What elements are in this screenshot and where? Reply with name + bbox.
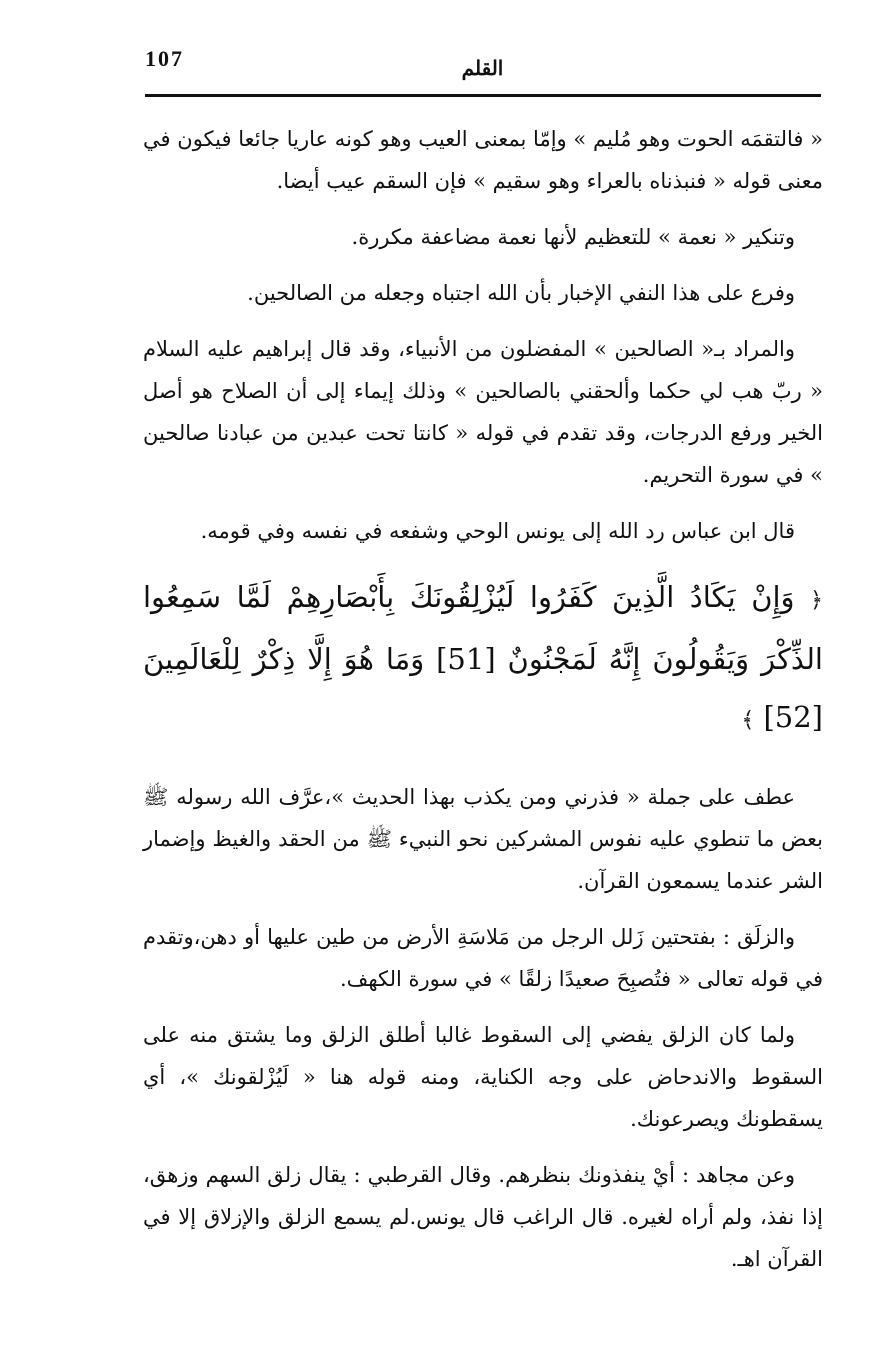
paragraph: والزلَق : بفتحتين زَلل الرجل من مَلاسَةِ الأرض من طين عليها أو دهن،وتقدم في قوله تعالى « فتُصبِحَ صعيدًا زلقًا » في سورة الكهف. — [143, 925, 823, 991]
body-text — [143, 118, 823, 1294]
paragraph: قال ابن عباس رد الله إلى يونس الوحي وشفعه في نفسه وفي قومه. — [200, 519, 795, 543]
verse-text: وَإِنْ يَكَادُ الَّذِينَ كَفَرُوا لَيُزْلِقُونَكَ بِأَبْصَارِهِمْ لَمَّا سَمِعُوا الذِّكْرَ وَيَقُولُونَ إِنَّهُ لَمَجْنُونٌ [51] وَمَا هُوَ إِلَّا ذِكْرٌ لِلْعَالَمِينَ [52] — [143, 580, 823, 734]
header-rule — [145, 94, 821, 97]
paragraph: والمراد بـ« الصالحين » المفضلون من الأنبياء، وقد قال إبراهيم عليه السلام « ربّ هب لي حكما وألحقني بالصالحين » وذلك إيماء إلى أن الصلاح هو أصل الخير ورفع الدرجات، وقد تقدم في قوله « كانتا تحت عبدين من عبادنا صالحين » في سورة التحريم. — [143, 337, 823, 487]
verse-close-ornament: ﴾ — [741, 708, 755, 733]
paragraph: وفرع على هذا النفي الإخبار بأن الله اجتباه وجعله من الصالحين. — [247, 281, 795, 305]
quran-verse — [143, 568, 823, 750]
verse-open-ornament: ﴿ — [810, 588, 824, 613]
paragraph: ولما كان الزلق يفضي إلى السقوط غالبا أطلق الزلق وما يشتق منه على السقوط والاندحاض على وجه الكناية، ومنه قوله هنا « لَيُزْلقونك »، أي يسقطونك ويصرعونك. — [143, 1023, 823, 1131]
paragraph: وتنكير « نعمة » للتعظيم لأنها نعمة مضاعفة مكررة. — [351, 225, 795, 249]
paragraph: عطف على جملة « فذرني ومن يكذب بهذا الحديث »،عرَّف الله رسوله ﷺ بعض ما تنطوي عليه نفوس المشركين نحو النبيء ﷺ من الحقد والغيظ وإضمار الشر عندما يسمعون القرآن. — [143, 785, 823, 893]
page-number: 107 — [145, 46, 184, 71]
running-title: القلم — [461, 56, 504, 80]
paragraph: « فالتقمَه الحوت وهو مُليم » وإمّا بمعنى العيب وهو كونه عاريا جائعا فيكون في معنى قوله « فنبذناه بالعراء وهو سقيم » فإن السقم عيب أيضا. — [143, 127, 823, 193]
paragraph: وعن مجاهد : أيْ ينفذونك بنظرهم. وقال القرطبي : يقال زلق السهم وزهق، إذا نفذ، ولم أراه لغيره. قال الراغب قال يونس.لم يسمع الزلق والإزلاق إلا في القرآن اهـ. — [143, 1163, 823, 1271]
page-header — [145, 40, 820, 96]
